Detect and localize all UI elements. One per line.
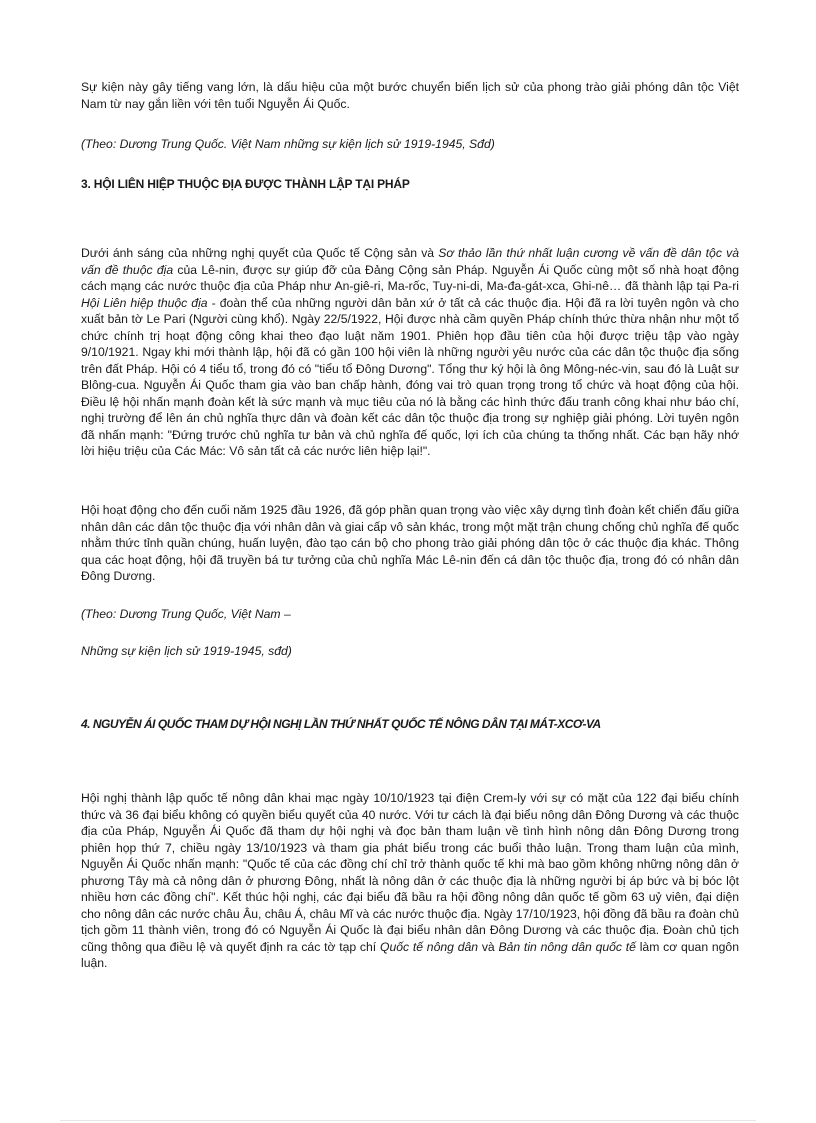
italic-title-theses: Sơ thảo lần thứ nhất luận cương về vấn đề dân tộc và vấn đề thuộc địa — [81, 246, 739, 277]
section-4-paragraph-1 — [81, 790, 739, 972]
section-3-paragraph-1 — [81, 245, 739, 460]
text-run: Dưới ánh sáng của những nghị quyết của Quốc tế Cộng sản và — [81, 246, 439, 260]
text-run: và — [478, 939, 499, 954]
text-run: - đoàn thể của những người dân bản xứ ở tất cả các thuộc địa. Hội đã ra lời tuyên ngôn và cho xuất bản tờ Le Pari (Người cùng khổ). Ngày 22/5/1922, Hội được nhà cầm quyền Pháp chính thức thừa nhận như một tổ chức chính trị hoạt động công khai theo đạo luật năm 1901. Phiên họp đầu tiên của hội được triệu tập vào ngày 9/10/1921. Ngay khi mới thành lập, hội đã có gần 100 hội viên là những người yêu nước của các dân tộc thuộc địa sống trên đất Pháp. Hội có 4 tiểu tổ, trong đó có "tiểu tổ Đông Dương". Tổng thư ký hội là ông Mông-néc-vin, sau đó là Luật sư Blông-cua. Nguyễn Ái Quốc tham gia vào ban chấp hành, đóng vai trò quan trọng trong tổ chức và hoạt động của hội. Điều lệ hội nhấn mạnh đoàn kết là sức mạnh và mục tiêu của nó là bằng các hình thức đấu tranh công khai như báo chí, nghị trường để lên án chủ nghĩa thực dân và đoàn kết các dân tộc thuộc địa trong sự nghiệp giải phóng. Lời tuyên ngôn đã nhấn mạnh: "Đứng trước chủ nghĩa tư bản và chủ nghĩa đế quốc, lợi ích của chúng ta thống nhất. Các bạn hãy nhớ lời hiệu triệu của Các Mác: Vô sản tất cả các nước liên hiệp lại!". — [81, 295, 739, 458]
italic-union-name: Hội Liên hiệp thuộc địa — [81, 295, 208, 310]
page-bottom-divider — [60, 1120, 756, 1121]
text-run: của Lê-nin, được sự giúp đỡ của Đảng Cộng sản Pháp. Nguyễn Ái Quốc cùng một số nhà hoạt động cách mạng các nước thuộc địa của Pháp như An-giê-ri, Ma-rốc, Tuy-ni-di, Ma-đa-gát-xca, Ghi-nê… đã thành lập tại Pa-ri — [81, 262, 739, 293]
intro-paragraph: Sự kiện này gây tiếng vang lớn, là dấu hiệu của một bước chuyển biến lịch sử của phong trào giải phóng dân tộc Việt Nam từ nay gắn liền với tên tuổi Nguyễn Ái Quốc. — [81, 80, 739, 111]
text-run: làm cơ quan ngôn luận. — [81, 939, 739, 970]
section-4-heading: 4. NGUYỄN ÁI QUỐC THAM DỰ HỘI NGHỊ LẦN THỨ NHẤT QUỐC TẾ NÔNG DÂN TẠI MÁT-XCƠ-VA — [81, 717, 601, 731]
text-run: Hội nghị thành lập quốc tế nông dân khai mạc ngày 10/10/1923 tại điện Crem-ly với sự có mặt của 122 đại biểu chính thức và 36 đại biểu không có quyền biểu quyết của 40 nước. Với tư cách là đại biểu nông dân Đông Dương và các thuộc địa của Pháp, Nguyễn Ái Quốc đã tham dự hội nghị và đọc bản tham luận về tình hình nông dân Đông Dương trong phiên họp thứ 7, chiều ngày 13/10/1923 và tham gia phát biểu trong các buổi thảo luận. Trong tham luận của mình, Nguyễn Ái Quốc nhấn mạnh: "Quốc tế của các đồng chí chỉ trở thành quốc tế khi mà bao gồm không những nông dân ở phương Tây mà cả nông dân ở phương Đông, nhất là nông dân ở các thuộc địa là những người bị áp bức và bị bóc lột nhiều hơn các đồng chí". Kết thúc hội nghị, các đại biểu đã bầu ra hội đồng nông dân quốc tế gồm 63 uỷ viên, đại diện cho nông dân các nước châu Âu, châu Á, châu Mĩ và các nước thuộc địa. Ngày 17/10/1923, hội đồng đã bầu ra đoàn chủ tịch gồm 11 thành viên, trong đó có Nguyễn Ái Quốc là đại biểu nhân dân Đông Dương và các thuộc địa. Đoàn chủ tịch cũng thông qua điều lệ và quyết định ra các tờ tạp chí — [81, 791, 739, 954]
intro-citation: (Theo: Dương Trung Quốc. Việt Nam những sự kiện lịch sử 1919-1945, Sđd) — [81, 137, 495, 151]
italic-journal-name: Quốc tế nông dân — [379, 939, 479, 954]
section-3-paragraph-2: Hội hoạt động cho đến cuối năm 1925 đầu 1926, đã góp phần quan trọng vào việc xây dựng tình đoàn kết chiến đấu giữa nhân dân các dân tộc thuộc địa với nhân dân và giai cấp vô sản khác, trong một mặt trận chung chống chủ nghĩa đế quốc nhằm thức tỉnh quần chúng, huấn luyện, đào tạo cán bộ cho phong trào giải phóng dân tộc ở các thuộc địa khác. Thông qua các hoạt động, hội đã truyền bá tư tưởng của chủ nghĩa Mác Lê-nin đến cá dân tộc thuộc địa, trong đó có nhân dân Đông Dương. — [81, 503, 739, 583]
section-3-citation-line-2: Những sự kiện lịch sử 1919-1945, sđd) — [81, 644, 292, 658]
section-3-heading: 3. HỘI LIÊN HIỆP THUỘC ĐỊA ĐƯỢC THÀNH LẬP TẠI PHÁP — [81, 177, 410, 191]
italic-bulletin-name: Bản tin nông dân quốc tế — [498, 939, 636, 954]
section-3-citation-line-1: (Theo: Dương Trung Quốc, Việt Nam – — [81, 607, 291, 621]
